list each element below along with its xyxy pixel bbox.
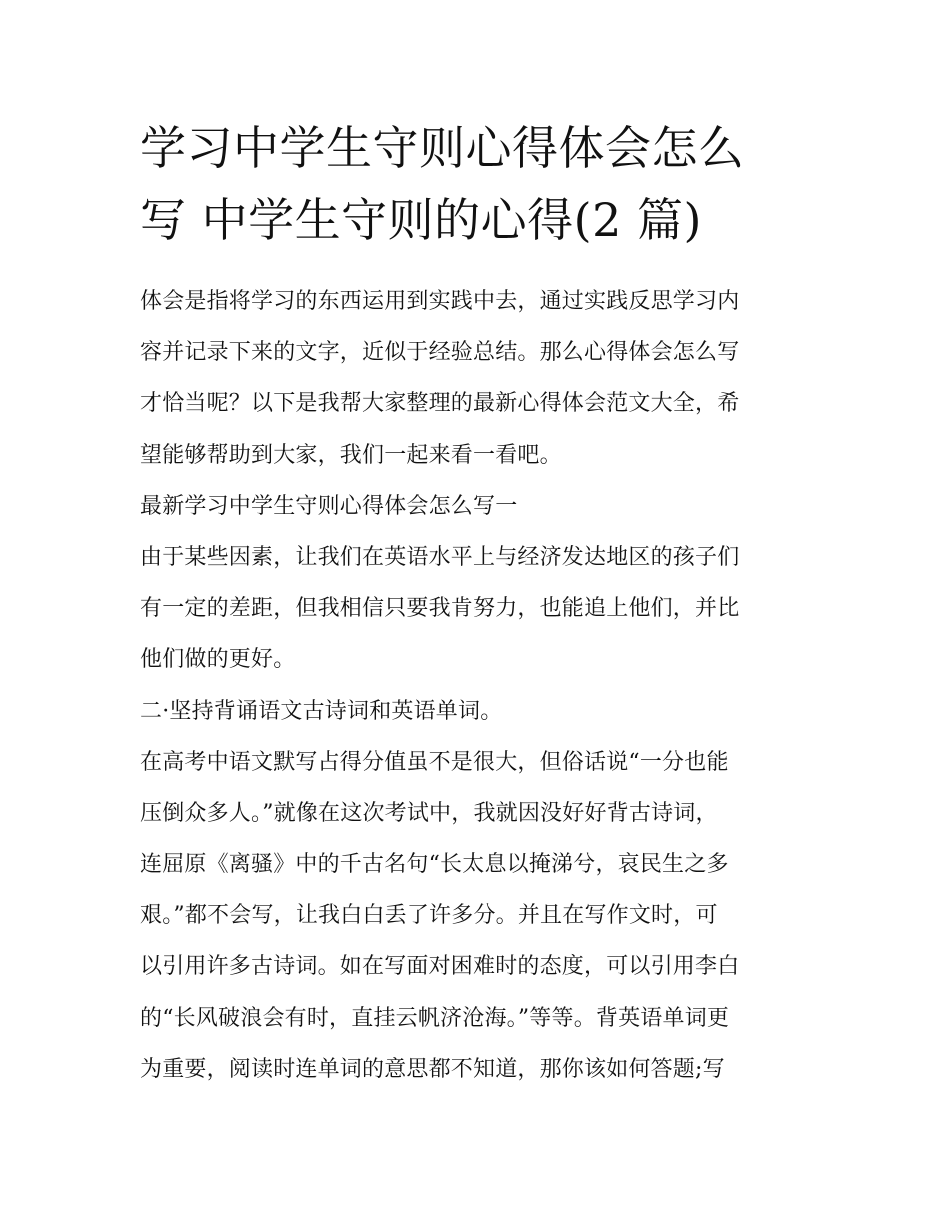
- body-line: 容并记录下来的文字，近似于经验总结。那么心得体会怎么写: [140, 340, 740, 366]
- document-body: [140, 276, 820, 1095]
- body-line: 望能够帮助到大家，我们一起来看一看吧。: [140, 442, 562, 468]
- body-line: 有一定的差距，但我相信只要我肯努力，也能追上他们，并比: [140, 596, 740, 622]
- body-line: 以引用许多古诗词。如在写面对困难时的态度，可以引用李白: [140, 954, 740, 980]
- body-line: 艰。”都不会写，让我白白丢了许多分。并且在写作文时，可: [140, 903, 718, 929]
- body-line: 连屈原《离骚》中的千古名句“长太息以掩涕兮，哀民生之多: [140, 852, 729, 878]
- body-line: 压倒众多人。”就像在这次考试中，我就因没好好背古诗词，: [140, 800, 718, 826]
- section-heading: 最新学习中学生守则心得体会怎么写一: [140, 493, 518, 519]
- body-line: 由于某些因素，让我们在英语水平上与经济发达地区的孩子们: [140, 544, 740, 570]
- body-line: 在高考中语文默写占得分值虽不是很大，但俗话说“一分也能: [140, 749, 729, 775]
- body-line: 才恰当呢？以下是我帮大家整理的最新心得体会范文大全，希: [140, 391, 740, 417]
- document-title: [140, 112, 820, 256]
- title-line: 写 中学生守则的心得(2 篇): [140, 193, 702, 247]
- title-line: 学习中学生守则心得体会怎么: [140, 121, 745, 175]
- body-line: 他们做的更好。: [140, 647, 296, 673]
- body-line: 的“长风破浪会有时，直挂云帆济沧海。”等等。背英语单词更: [140, 1005, 730, 1031]
- subheading: 二·坚持背诵语文古诗词和英语单词。: [140, 698, 503, 724]
- body-line: 体会是指将学习的东西运用到实践中去，通过实践反思学习内: [140, 289, 740, 314]
- body-line: 为重要，阅读时连单词的意思都不知道，那你该如何答题;写: [140, 1056, 725, 1082]
